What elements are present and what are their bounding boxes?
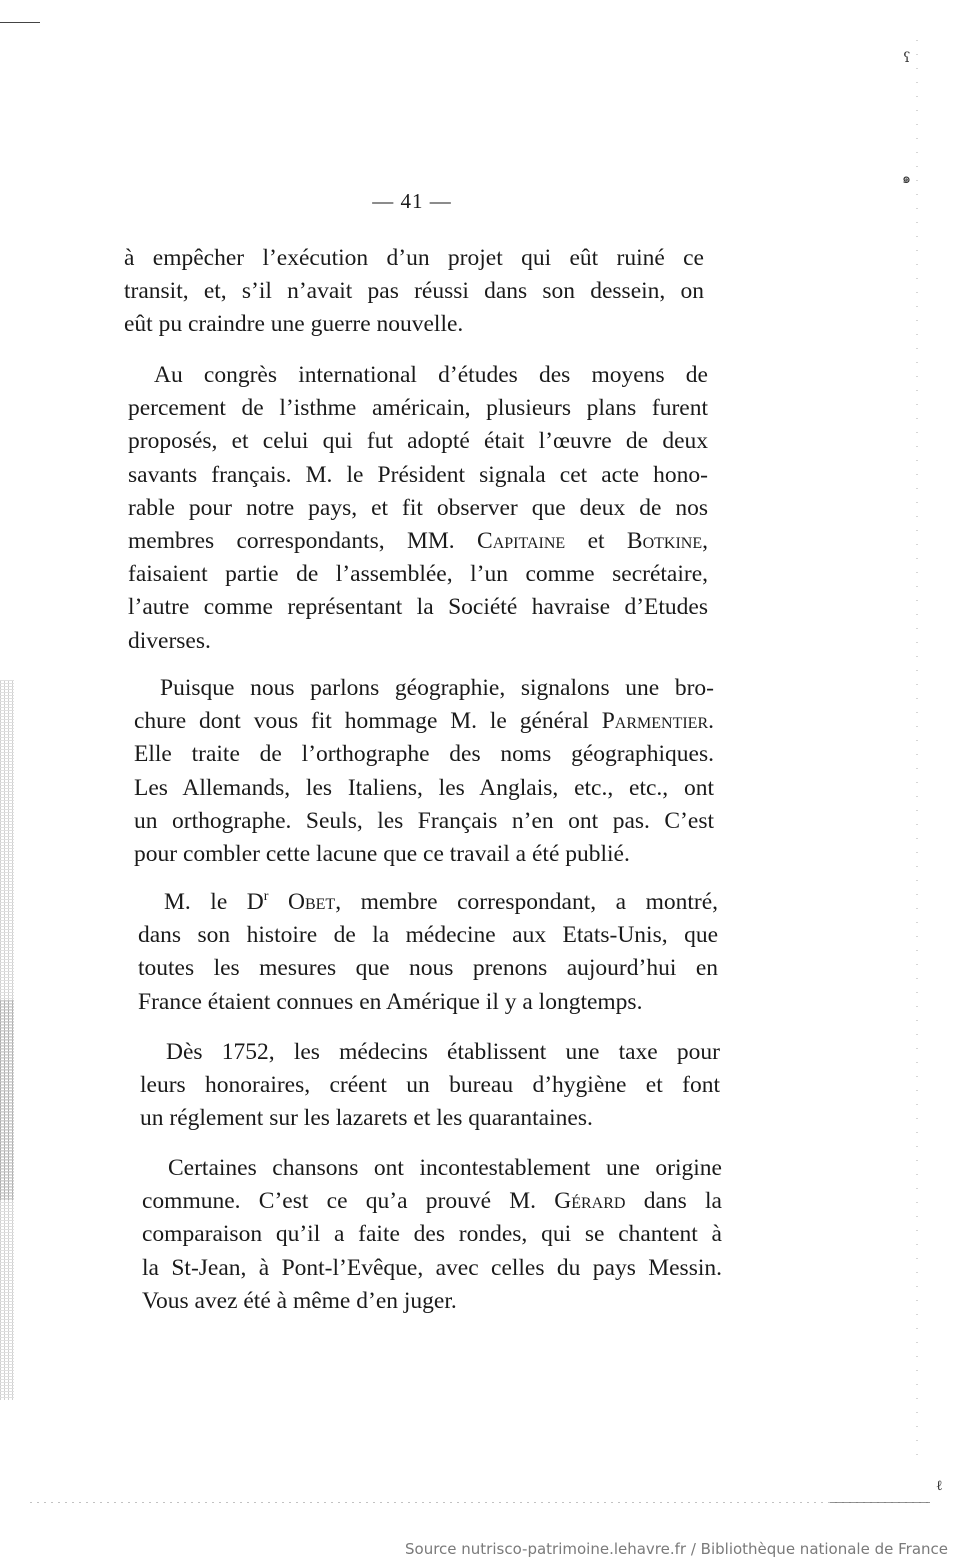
text-line: Vous avez été à même d’en juger. <box>142 1287 457 1314</box>
text-line: leurs honoraires, créent un bureau d’hygiène et font <box>140 1072 720 1099</box>
text-line: à empêcher l’exécution d’un projet qui eût ruiné ce <box>124 245 704 271</box>
paragraph <box>142 1152 722 1318</box>
text-line: France étaient connues en Amérique il y a longtemps. <box>138 988 643 1015</box>
superscript: r <box>263 888 269 905</box>
paragraph <box>128 359 708 658</box>
paragraph <box>134 672 714 871</box>
source-attribution: Source nutrisco-patrimoine.lehavre.fr / Bibliothèque nationale de France <box>405 1540 948 1558</box>
scan-speck: ʕ <box>903 50 911 66</box>
text-line: faisaient partie de l’assemblée, l’un comme secrétaire, <box>128 561 708 588</box>
text-line: toutes les mesures que nous prenons aujourd’hui en <box>138 955 718 982</box>
text-line: un réglement sur les lazarets et les quarantaines. <box>140 1105 593 1132</box>
paragraph <box>140 1036 720 1136</box>
text-line: comparaison qu’il a faite des rondes, qui se chantent à <box>142 1221 722 1248</box>
text-line: un orthographe. Seuls, les Français n’en ont pas. C’est <box>134 807 714 834</box>
scan-speck: ℓ <box>936 1478 943 1494</box>
scan-speck: ๑ <box>902 171 911 187</box>
text-line: dans son histoire de la médecine aux Etats-Unis, que <box>138 922 718 949</box>
scan-edge-mark <box>0 22 40 23</box>
text-line: membres correspondants, MM. Capitaine et Botkine, <box>128 528 708 555</box>
text-line: chure dont vous fit hommage M. le général Parmentier. <box>134 708 714 735</box>
person-name: Parmentier <box>601 708 709 735</box>
person-name: Botkine <box>626 528 703 555</box>
text-line: Elle traite de l’orthographe des noms géographiques. <box>134 741 714 768</box>
paragraph <box>124 242 704 342</box>
text-line: Certaines chansons ont incontestablement une origine <box>168 1155 722 1181</box>
person-name: Obet <box>288 889 336 915</box>
text-line: Au congrès international d’études des moyens de <box>154 362 708 388</box>
scan-right-edge-dots <box>916 40 918 1460</box>
scan-bottom-rule <box>30 1502 932 1503</box>
page-number: — 41 — <box>372 189 452 213</box>
person-name: Capitaine <box>477 528 566 555</box>
text-line: M. le $D^r$ Obet, membre correspondant, a montré, <box>164 888 719 915</box>
text-line: transit, et, s’il n’avait pas réussi dans son dessein, on <box>124 278 704 305</box>
text-line: savants français. M. le Président signala cet acte hono- <box>128 461 708 488</box>
text-line: la St-Jean, à Pont-l’Evêque, avec celles du pays Messin. <box>142 1254 722 1281</box>
text-line: rable pour notre pays, et fit observer que deux de nos <box>128 494 708 521</box>
text-line: eût pu craindre une guerre nouvelle. <box>124 311 464 338</box>
text-line: Dès 1752, les médecins établissent une taxe pour <box>166 1039 720 1065</box>
text-line: Puisque nous parlons géographie, signalons une bro- <box>160 675 714 701</box>
scan-bottom-rule-solid <box>830 1502 930 1503</box>
text-line: diverses. <box>128 627 211 654</box>
text-line: commune. C’est ce qu’a prouvé M. Gérard dans la <box>142 1188 722 1215</box>
text-line: proposés, et celui qui fut adopté était l’œuvre de deux <box>128 428 708 455</box>
scan-binding-noise-dense <box>0 1000 14 1200</box>
text-line: l’autre comme représentant la Société havraise d’Etudes <box>128 594 708 621</box>
paragraph <box>138 886 718 1019</box>
text-line: percement de l’isthme américain, plusieurs plans furent <box>128 395 708 422</box>
person-name: Gérard <box>554 1188 626 1215</box>
text-line: Les Allemands, les Italiens, les Anglais, etc., etc., ont <box>134 774 714 801</box>
text-line: pour combler cette lacune que ce travail a été publié. <box>134 841 630 868</box>
